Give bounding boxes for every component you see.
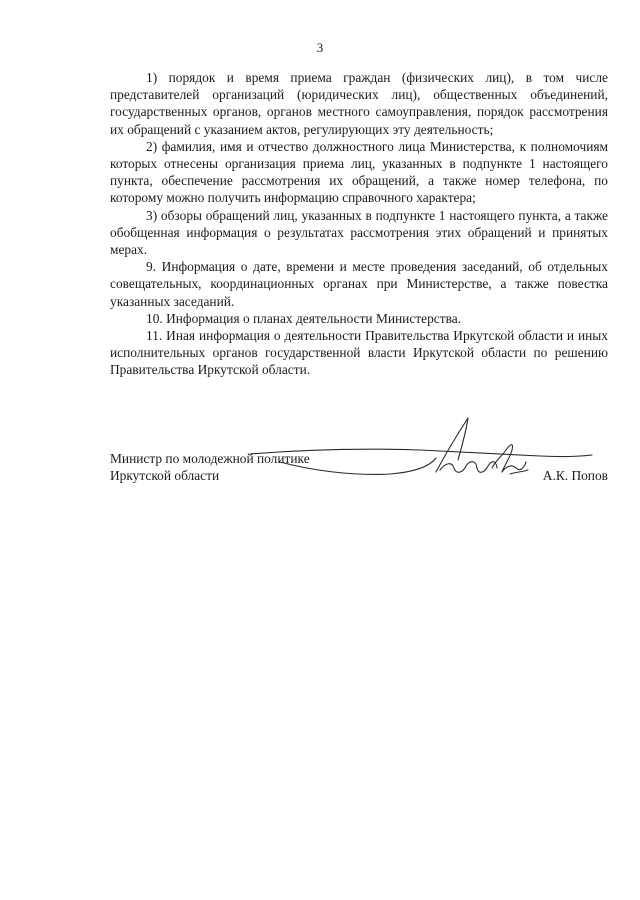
signer-name: А.К. Попов [542, 468, 608, 483]
paragraph-item-1: 1) порядок и время приема граждан (физических лиц), в том числе представителей организаций (юридических лиц), общественных объединений, государственных органов, органов местного самоуправления, порядок рассмотрения их обращений с указанием актов, регулирующих эту деятельность; [110, 70, 608, 137]
paragraph-item-3: 3) обзоры обращений лиц, указанных в подпункте 1 настоящего пункта, а также обобщенная информация о результатах рассмотрения этих обращений и принятых мерах. [110, 207, 608, 258]
paragraph-point-10: 10. Информация о планах деятельности Министерства. [146, 310, 462, 326]
paragraph-point-11: 11. Иная информация о деятельности Правительства Иркутской области и иных исполнительных органов государственной власти Иркутской области по решению Правительства Иркутской области. [110, 328, 608, 378]
signer-position: Министр по молодежной политике [110, 451, 310, 466]
document-body [110, 69, 608, 379]
paragraph-point-9: 9. Информация о дате, времени и месте проведения заседаний, об отдельных совещательных, координационных органах при Министерстве, а также повестка указанных заседаний. [110, 259, 608, 309]
page-number: 3 [316, 40, 324, 55]
paragraph-item-2: 2) фамилия, имя и отчество должностного лица Министерства, к полномочиям которых отнесены организация приема лиц, указанных в подпункте 1 настоящего пункта, обеспечение рассмотрения их обращений, а также номер телефона, по которому можно получить информацию справочного характера; [110, 138, 608, 206]
signer-region: Иркутской области [110, 468, 220, 483]
signature-block [110, 450, 608, 490]
